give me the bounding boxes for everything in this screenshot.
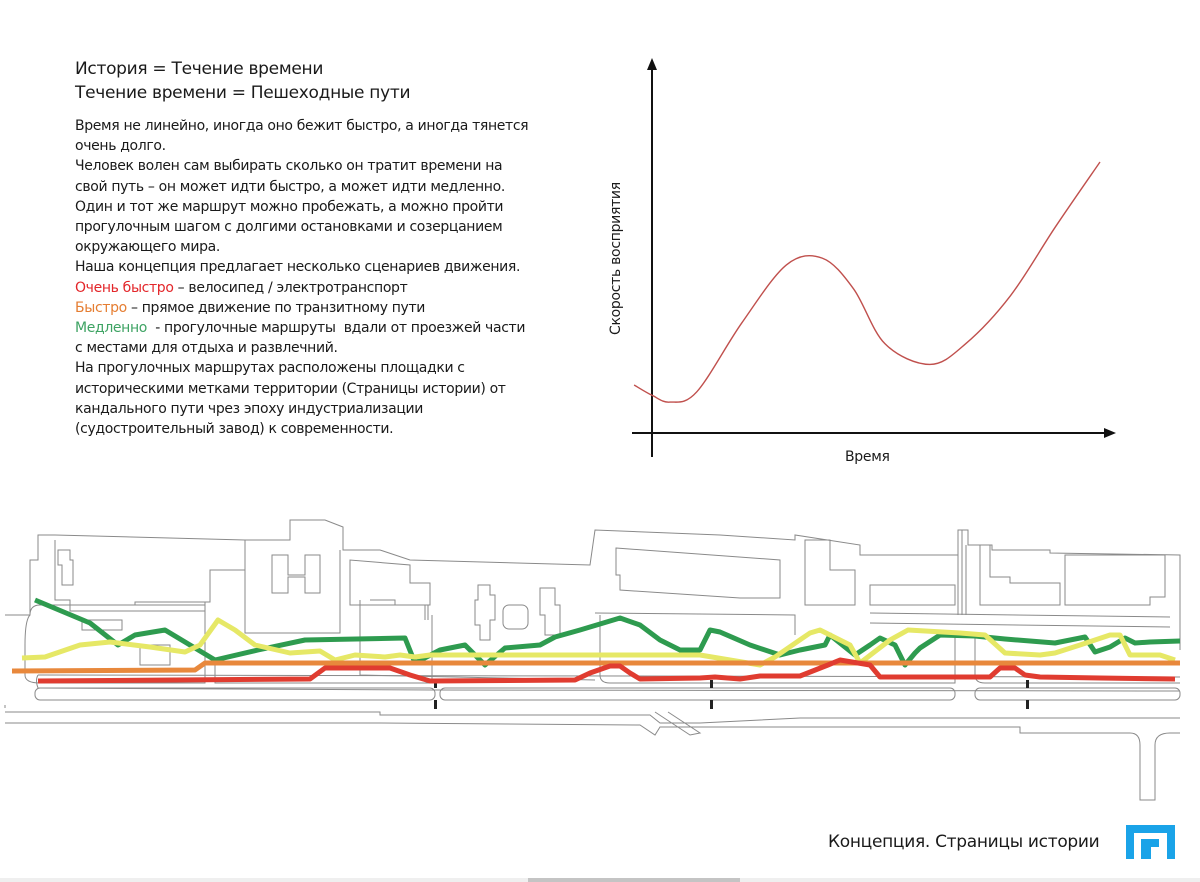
y-axis-label: Скорость восприятия [608,182,624,335]
street-edge [5,520,1180,650]
building-row-2 [350,560,430,605]
scrollbar-thumb[interactable] [528,878,740,882]
text-line: (судостроительный завод) к современности. [75,421,394,438]
building-large-mid [616,548,780,598]
site-plan-map [0,505,1200,805]
building-right-2 [870,585,955,605]
legend-desc-very-fast: – велосипед / электротранспорт [173,279,408,296]
heading-pedestrian: Течение времени = Пешеходные пути [75,83,411,103]
text-line: Человек волен сам выбирать сколько он тратит времени на [75,158,503,175]
legend-slow [75,318,575,338]
building-outlines [5,520,1180,800]
brand-logo-icon [1126,825,1176,859]
x-axis-arrow-icon [1104,428,1116,438]
heading-history: История = Течение времени [75,59,324,79]
text-line: прогулочным шагом с долгими остановками и созерцанием [75,219,503,236]
building-large-left [55,540,245,605]
median-right [975,688,1180,700]
x-axis-label: Время [845,449,890,465]
text-line: свой путь – он может идти быстро, а может идти медленно. [75,178,505,195]
series-line-perception [634,162,1100,402]
block-center-right [600,615,955,683]
building-courtyard-a [475,585,495,640]
text-line: Наша концепция предлагает несколько сценариев движения. [75,259,521,276]
concept-description [75,116,575,439]
logo-shape [1126,825,1175,859]
building-right-1 [805,540,855,605]
text-line: Время не линейно, иногда оно бежит быстро, а иногда тянется [75,118,529,134]
text-line: окружающего мира. [75,239,220,256]
road-bottom [5,723,1180,800]
legend-term-very-fast: Очень быстро [75,279,174,296]
building-center-row [595,613,795,635]
parking-row-2 [870,623,1170,627]
legend-desc-fast: – прямое движение по транзитному пути [126,299,426,316]
legend-term-slow: Медленно [75,320,148,337]
horizontal-scrollbar[interactable] [0,878,1200,882]
legend-desc-slow: - прогулочные маршруты вдали от проезжей части [147,320,526,337]
text-line: очень долго. [75,138,166,155]
legend-fast [75,298,575,318]
building-h [272,555,320,593]
text-line: Один и тот же маршрут можно пробежать, а можно пройти [75,198,504,215]
road-upper [38,675,1180,677]
parking-row [870,613,1170,617]
text-line: На прогулочных маршрутах расположены площадки с [75,360,465,377]
text-line: историческими метками территории (Страницы истории) от [75,380,506,397]
crossing-vertical [425,530,966,620]
building-courtyard-b [540,588,560,635]
crossing-marker [1026,680,1029,688]
building-tower-left [58,550,73,585]
pedestrian-crossings [434,680,1029,709]
text-line: с местами для отдыха и развлечний. [75,340,338,357]
crossing-marker [710,680,713,688]
crossing-marker [710,700,713,709]
building-square [503,605,528,629]
legend-very-fast [75,278,575,298]
building-right-4 [1065,555,1165,605]
text-line: кандального пути чрез эпоху индустриализации [75,400,423,417]
crossing-marker [434,700,437,709]
crossing-marker [1026,700,1029,709]
building-ring-1 [370,600,420,605]
perception-chart [600,50,1160,480]
y-axis-arrow-icon [647,58,657,70]
footer-title: Концепция. Страницы истории [828,832,1100,852]
legend-term-fast: Быстро [75,299,127,316]
building-right-3 [980,545,1060,605]
road-lower [5,712,1180,723]
building-under-h [245,540,340,633]
